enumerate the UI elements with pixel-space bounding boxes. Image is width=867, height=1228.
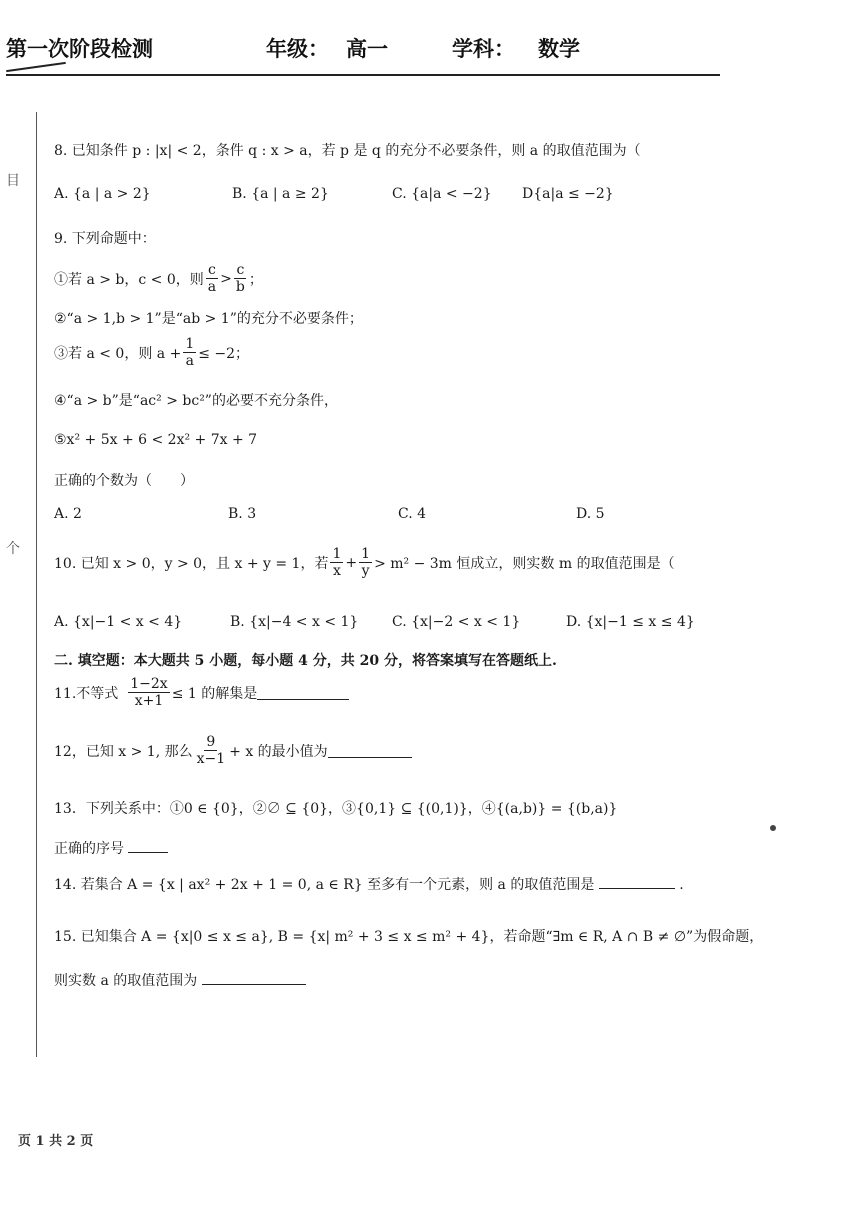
ink-dot [770,825,776,831]
q9-statement-3 [54,336,249,369]
q12-fraction [195,734,228,767]
q14-answer-blank[interactable] [599,874,675,889]
question-15-line-2 [54,970,306,990]
question-9-stem: 9. 下列命题中： [54,231,156,247]
section-2-heading: 二. 填空题：本大题共 5 小题，每小题 4 分，共 20 分，将答案填写在答题纸上. [54,653,557,669]
q13-ask: 正确的序号 [54,841,124,857]
q9-s3-pre: ③若 a < 0，则 a + [54,345,182,362]
fraction-denominator: a [185,353,194,369]
q12-answer-blank[interactable] [328,743,412,758]
fraction-numerator: 9 [206,734,216,750]
q9-option-d: D. 5 [576,506,605,522]
q9-statement-1 [54,262,263,295]
side-mark: 个 [6,541,20,557]
q9-statement-4: ④“a > b”是“ac² > bc²”的必要不充分条件， [54,393,338,409]
fraction-denominator: y [361,563,370,579]
q11-answer-blank[interactable] [257,685,349,700]
fraction-denominator: b [235,279,245,295]
q10-fraction-1 [330,546,343,579]
q11-fraction [128,676,169,709]
fraction-numerator: 1 [332,546,342,562]
q9-s1-mid: > [220,270,232,287]
q10-pre: 10. 已知 x > 0，y > 0，且 x + y = 1，若 [54,555,329,572]
q14-post: . [679,877,684,893]
fraction-numerator: c [236,262,245,278]
header-rule-stroke [6,62,66,72]
question-14 [54,874,684,894]
fraction-denominator: x+1 [134,693,164,709]
page-footer: 页 1 共 2 页 [18,1134,94,1149]
fraction-numerator: 1 [361,546,371,562]
fraction-denominator: x−1 [196,751,226,767]
question-13: 13．下列关系中：①0 ∈ {0}，②∅ ⊆ {0}，③{0,1} ⊆ {(0,1)}，④{(a,b)} = {(b,a)} [54,801,618,817]
grade-value: 高一 [346,37,388,61]
q10-option-d: D. {x|−1 ≤ x ≤ 4} [566,614,695,630]
q9-option-a: A. 2 [54,506,82,522]
q9-s3-post: ≤ −2； [198,345,250,362]
q15-answer-blank[interactable] [202,970,306,985]
grade-label: 年级： [266,37,329,61]
question-12 [54,734,412,767]
fraction-denominator: a [207,279,217,295]
fraction-numerator: 1 [185,336,195,352]
q9-s1-pre: ①若 a > b，c < 0，则 [54,271,204,288]
q12-post: + x 的最小值为 [229,743,328,760]
side-mark: 目 [6,173,20,189]
q10-fraction-2 [359,546,372,579]
q9-statement-5: ⑤x² + 5x + 6 < 2x² + 7x + 7 [54,432,258,448]
fraction-numerator: 1−2x [130,676,168,692]
q9-ask: 正确的个数为（ ） [54,473,194,489]
q9-option-b: B. 3 [228,506,257,522]
q8-option-b: B. {a | a ≥ 2} [232,186,329,202]
q9-s3-fraction [183,336,196,369]
q9-option-c: C. 4 [398,506,427,522]
q12-pre: 12，已知 x > 1, 那么 [54,743,193,760]
q13-answer-blank[interactable] [128,838,168,853]
q15-line-2-text: 则实数 a 的取值范围为 [54,973,198,989]
question-8-stem: 8. 已知条件 p : |x| < 2，条件 q : x > a，若 p 是 q 的充分不必要条件，则 a 的取值范围为（ [54,143,641,159]
q10-post: > m² − 3m 恒成立，则实数 m 的取值范围是（ [374,555,675,572]
question-11 [54,676,349,709]
q11-pre: 11.不等式 [54,685,119,702]
q8-option-c: C. {a|a < −2} [392,186,492,202]
q8-option-a: A. {a | a > 2} [54,186,151,202]
q14-pre: 14. 若集合 A = {x | ax² + 2x + 1 = 0, a ∈ R} 至多有一个元素，则 a 的取值范围是 [54,877,595,893]
fraction-numerator: c [208,262,216,278]
q8-option-d: D{a|a ≤ −2} [522,186,614,202]
q9-s1-fraction-1 [206,262,218,295]
fraction-denominator: x [332,563,341,579]
q13-ask-row [54,838,168,858]
q10-option-c: C. {x|−2 < x < 1} [392,614,521,630]
q9-s1-post: ； [248,271,263,288]
exam-title: 第一次阶段检测 [6,37,153,61]
subject-label: 学科： [452,37,515,61]
margin-line [36,112,37,1057]
q10-option-a: A. {x|−1 < x < 4} [54,614,183,630]
q10-option-b: B. {x|−4 < x < 1} [230,614,359,630]
question-15-line-1: 15. 已知集合 A = {x|0 ≤ x ≤ a}, B = {x| m² + 3 ≤ x ≤ m² + 4}，若命题“∃m ∈ R, A ∩ B ≠ ∅”为假命题， [54,929,764,945]
subject-value: 数学 [538,37,580,61]
q11-post: ≤ 1 的解集是 [171,685,258,702]
question-10-stem [54,546,675,579]
q10-plus: + [345,554,358,571]
q9-s1-fraction-2 [234,262,247,295]
header-rule [6,74,720,76]
q9-statement-2: ②“a > 1,b > 1”是“ab > 1”的充分不必要条件； [54,311,363,327]
